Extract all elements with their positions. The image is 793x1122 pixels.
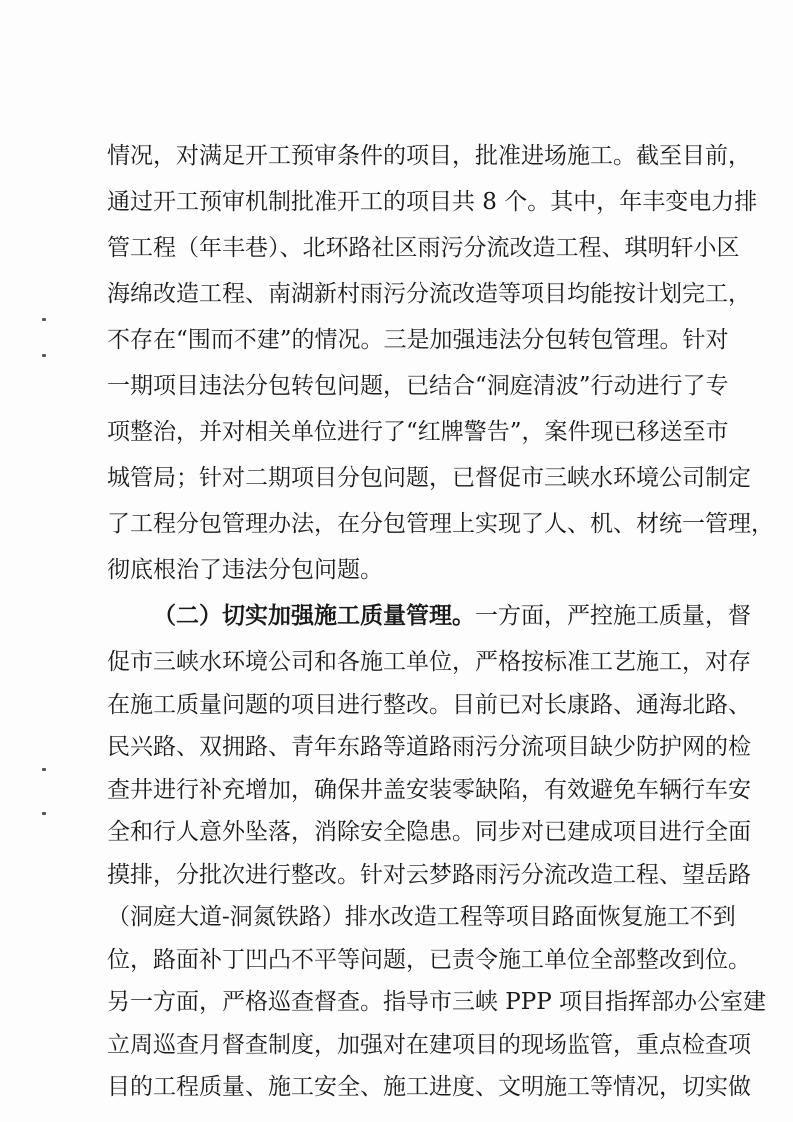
text-line: 管工程（年丰巷）、北环路社区雨污分流改造工程、琪明轩小区 — [107, 235, 740, 261]
text-line: 项整治，并对相关单位进行了“红牌警告”，案件现已移送至市 — [107, 419, 729, 445]
text-line: 民兴路、双拥路、青年东路等道路雨污分流项目缺少防护网的检 — [107, 734, 751, 760]
scan-mark — [42, 354, 46, 357]
text-line: 了工程分包管理办法，在分包管理上实现了人、机、材统一管理， — [107, 511, 774, 537]
text-line: 位，路面补丁凹凸不平等问题，已责令施工单位全部整改到位。 — [107, 946, 751, 973]
text-line: 彻底根治了违法分包问题。 — [107, 557, 383, 583]
scan-mark — [42, 318, 46, 321]
text-line: 城管局；针对二期项目分包问题，已督促市三峡水环境公司制定 — [107, 465, 751, 491]
text-line: 在施工质量问题的项目进行整改。目前已对长康路、通海北路、 — [107, 691, 751, 718]
heading-line-text: 一方面，严控施工质量，督 — [475, 603, 751, 629]
scan-mark — [42, 812, 46, 815]
text-line: 不存在“围而不建”的情况。三是加强违法分包转包管理。针对 — [107, 327, 729, 353]
text-line: 促市三峡水环境公司和各施工单位，严格按标准工艺施工，对存 — [107, 649, 751, 675]
text-line: 通过开工预审机制批准开工的项目共 8 个。其中，年丰变电力排 — [107, 189, 758, 215]
text-line: 摸排，分批次进行整改。针对云梦路雨污分流改造工程、望岳路 — [107, 861, 751, 888]
scan-mark — [42, 768, 46, 771]
text-line: 情况，对满足开工预审条件的项目，批准进场施工。截至目前， — [107, 143, 751, 169]
text-line: 海绵改造工程、南湖新村雨污分流改造等项目均能按计划完工， — [107, 281, 751, 307]
text-line: 查井进行补充增加，确保井盖安装零缺陷，有效避免车辆行车安 — [107, 776, 751, 803]
section-heading: （二）切实加强施工质量管理。 — [153, 602, 475, 629]
text-line: 目的工程质量、施工安全、施工进度、文明施工等情况，切实做 — [107, 1074, 751, 1100]
text-line: 一期项目违法分包转包问题，已结合“洞庭清波”行动进行了专 — [107, 373, 729, 399]
text-line: 全和行人意外坠落，消除安全隐患。同步对已建成项目进行全面 — [107, 819, 751, 845]
text-line: （洞庭大道-洞氮铁路）排水改造工程等项目路面恢复施工不到 — [107, 904, 736, 930]
text-line: 另一方面，严格巡查督查。指导市三峡 PPP 项目指挥部办公室建 — [107, 989, 767, 1015]
section-heading-line — [153, 596, 751, 636]
text-line: 立周巡查月督查制度，加强对在建项目的现场监管，重点检查项 — [107, 1031, 751, 1058]
